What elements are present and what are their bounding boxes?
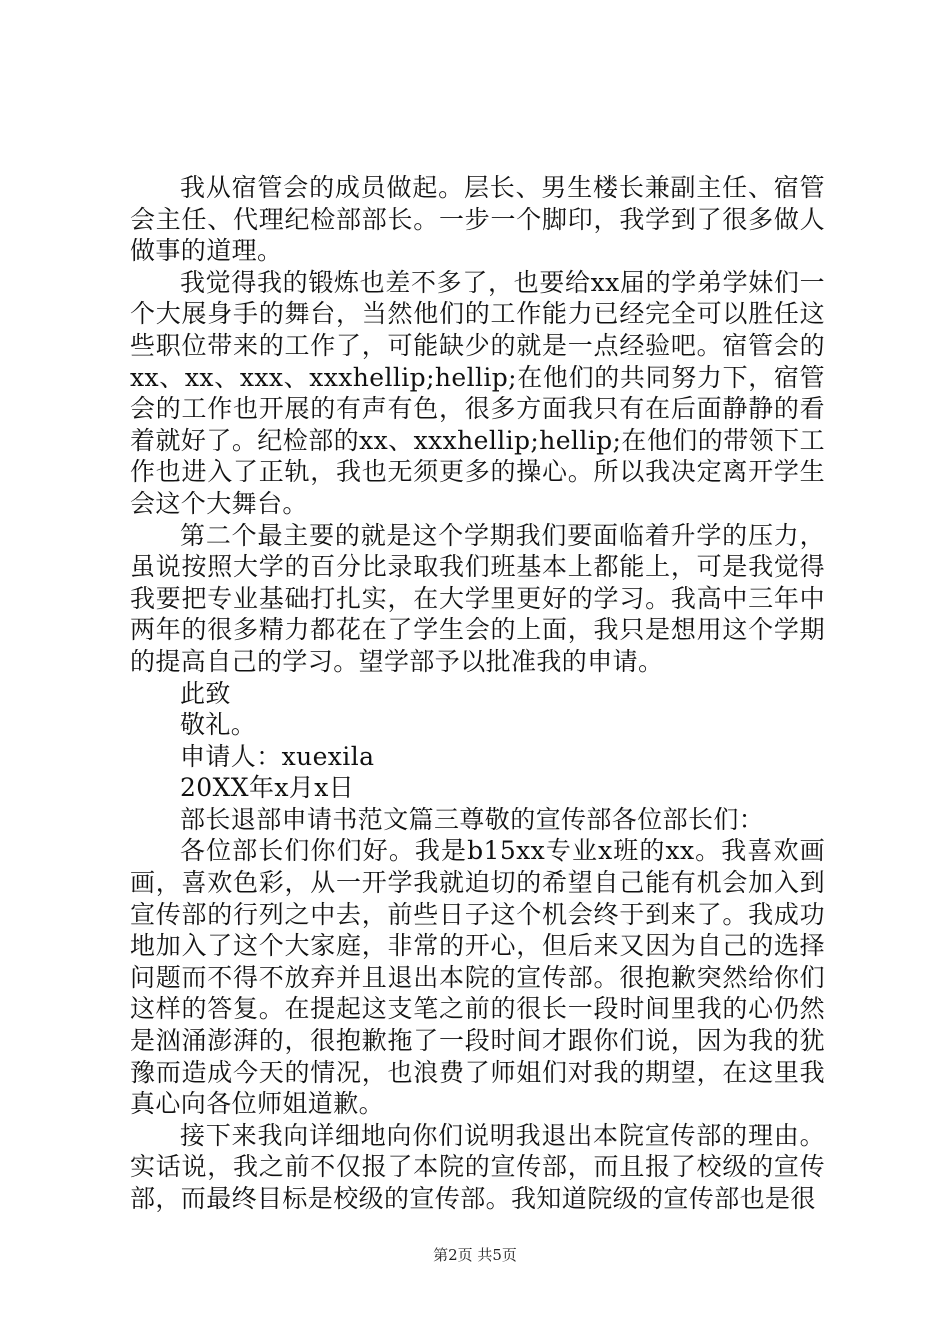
applicant-signature: 申请人：xuexila <box>180 741 375 771</box>
paragraph-experience: 我觉得我的锻炼也差不多了，也要给xx届的学弟学妹们一个大展身手的舞台，当然他们的工作能力已经完全可以胜任这些职位带来的工作了，可能缺少的就是一点经验吧。宿管会的xx、xx、xxx、xxxhellip;hellip;在他们的共同努力下，宿管会的工作也开展的有声有色，很多方面我只有在后面静静的看着就好了。纪检部的xx、xxxhellip;hellip;在他们的带领下工作也进入了正轨，我也无须更多的操心。所以我决定离开学生会这个大舞台。 <box>130 267 825 518</box>
closing-salutation: 此致 <box>180 678 231 708</box>
document-body <box>130 172 825 1215</box>
paragraph-study-pressure: 第二个最主要的就是这个学期我们要面临着升学的压力，虽说按照大学的百分比录取我们班基本上都能上，可是我觉得我要把专业基础打扎实，在大学里更好的学习。我高中三年中两年的很多精力都花在了学生会的上面，我只是想用这个学期的提高自己的学习。望学部予以批准我的申请。 <box>130 520 825 676</box>
sample-three-heading: 部长退部申请书范文篇三尊敬的宣传部各位部长们： <box>180 804 765 834</box>
paragraph-dorm-committee: 我从宿管会的成员做起。层长、男生楼长兼副主任、宿管会主任、代理纪检部部长。一步一个脚印，我学到了很多做人做事的道理。 <box>130 173 825 266</box>
page-number-footer: 第2页 共5页 <box>433 1246 517 1264</box>
paragraph-reason: 接下来我向详细地向你们说明我退出本院宣传部的理由。实话说，我之前不仅报了本院的宣传部，而且报了校级的宣传部，而最终目标是校级的宣传部。我知道院级的宣传部也是很 <box>130 1120 825 1213</box>
paragraph-greeting: 各位部长们你们好。我是b15xx专业x班的xx。我喜欢画画，喜欢色彩，从一开学我就迫切的希望自己能有机会加入到宣传部的行列之中去，前些日子这个机会终于到来了。我成功地加入了这个大家庭，非常的开心，但后来又因为自己的选择问题而不得不放弃并且退出本院的宣传部。很抱歉突然给你们这样的答复。在提起这支笔之前的很长一段时间里我的心仍然是汹涌澎湃的，很抱歉拖了一段时间才跟你们说，因为我的犹豫而造成今天的情况，也浪费了师姐们对我的期望，在这里我真心向各位师姐道歉。 <box>130 836 825 1119</box>
closing-regards: 敬礼。 <box>180 710 257 740</box>
application-date: 20XX年x月x日 <box>180 773 355 803</box>
